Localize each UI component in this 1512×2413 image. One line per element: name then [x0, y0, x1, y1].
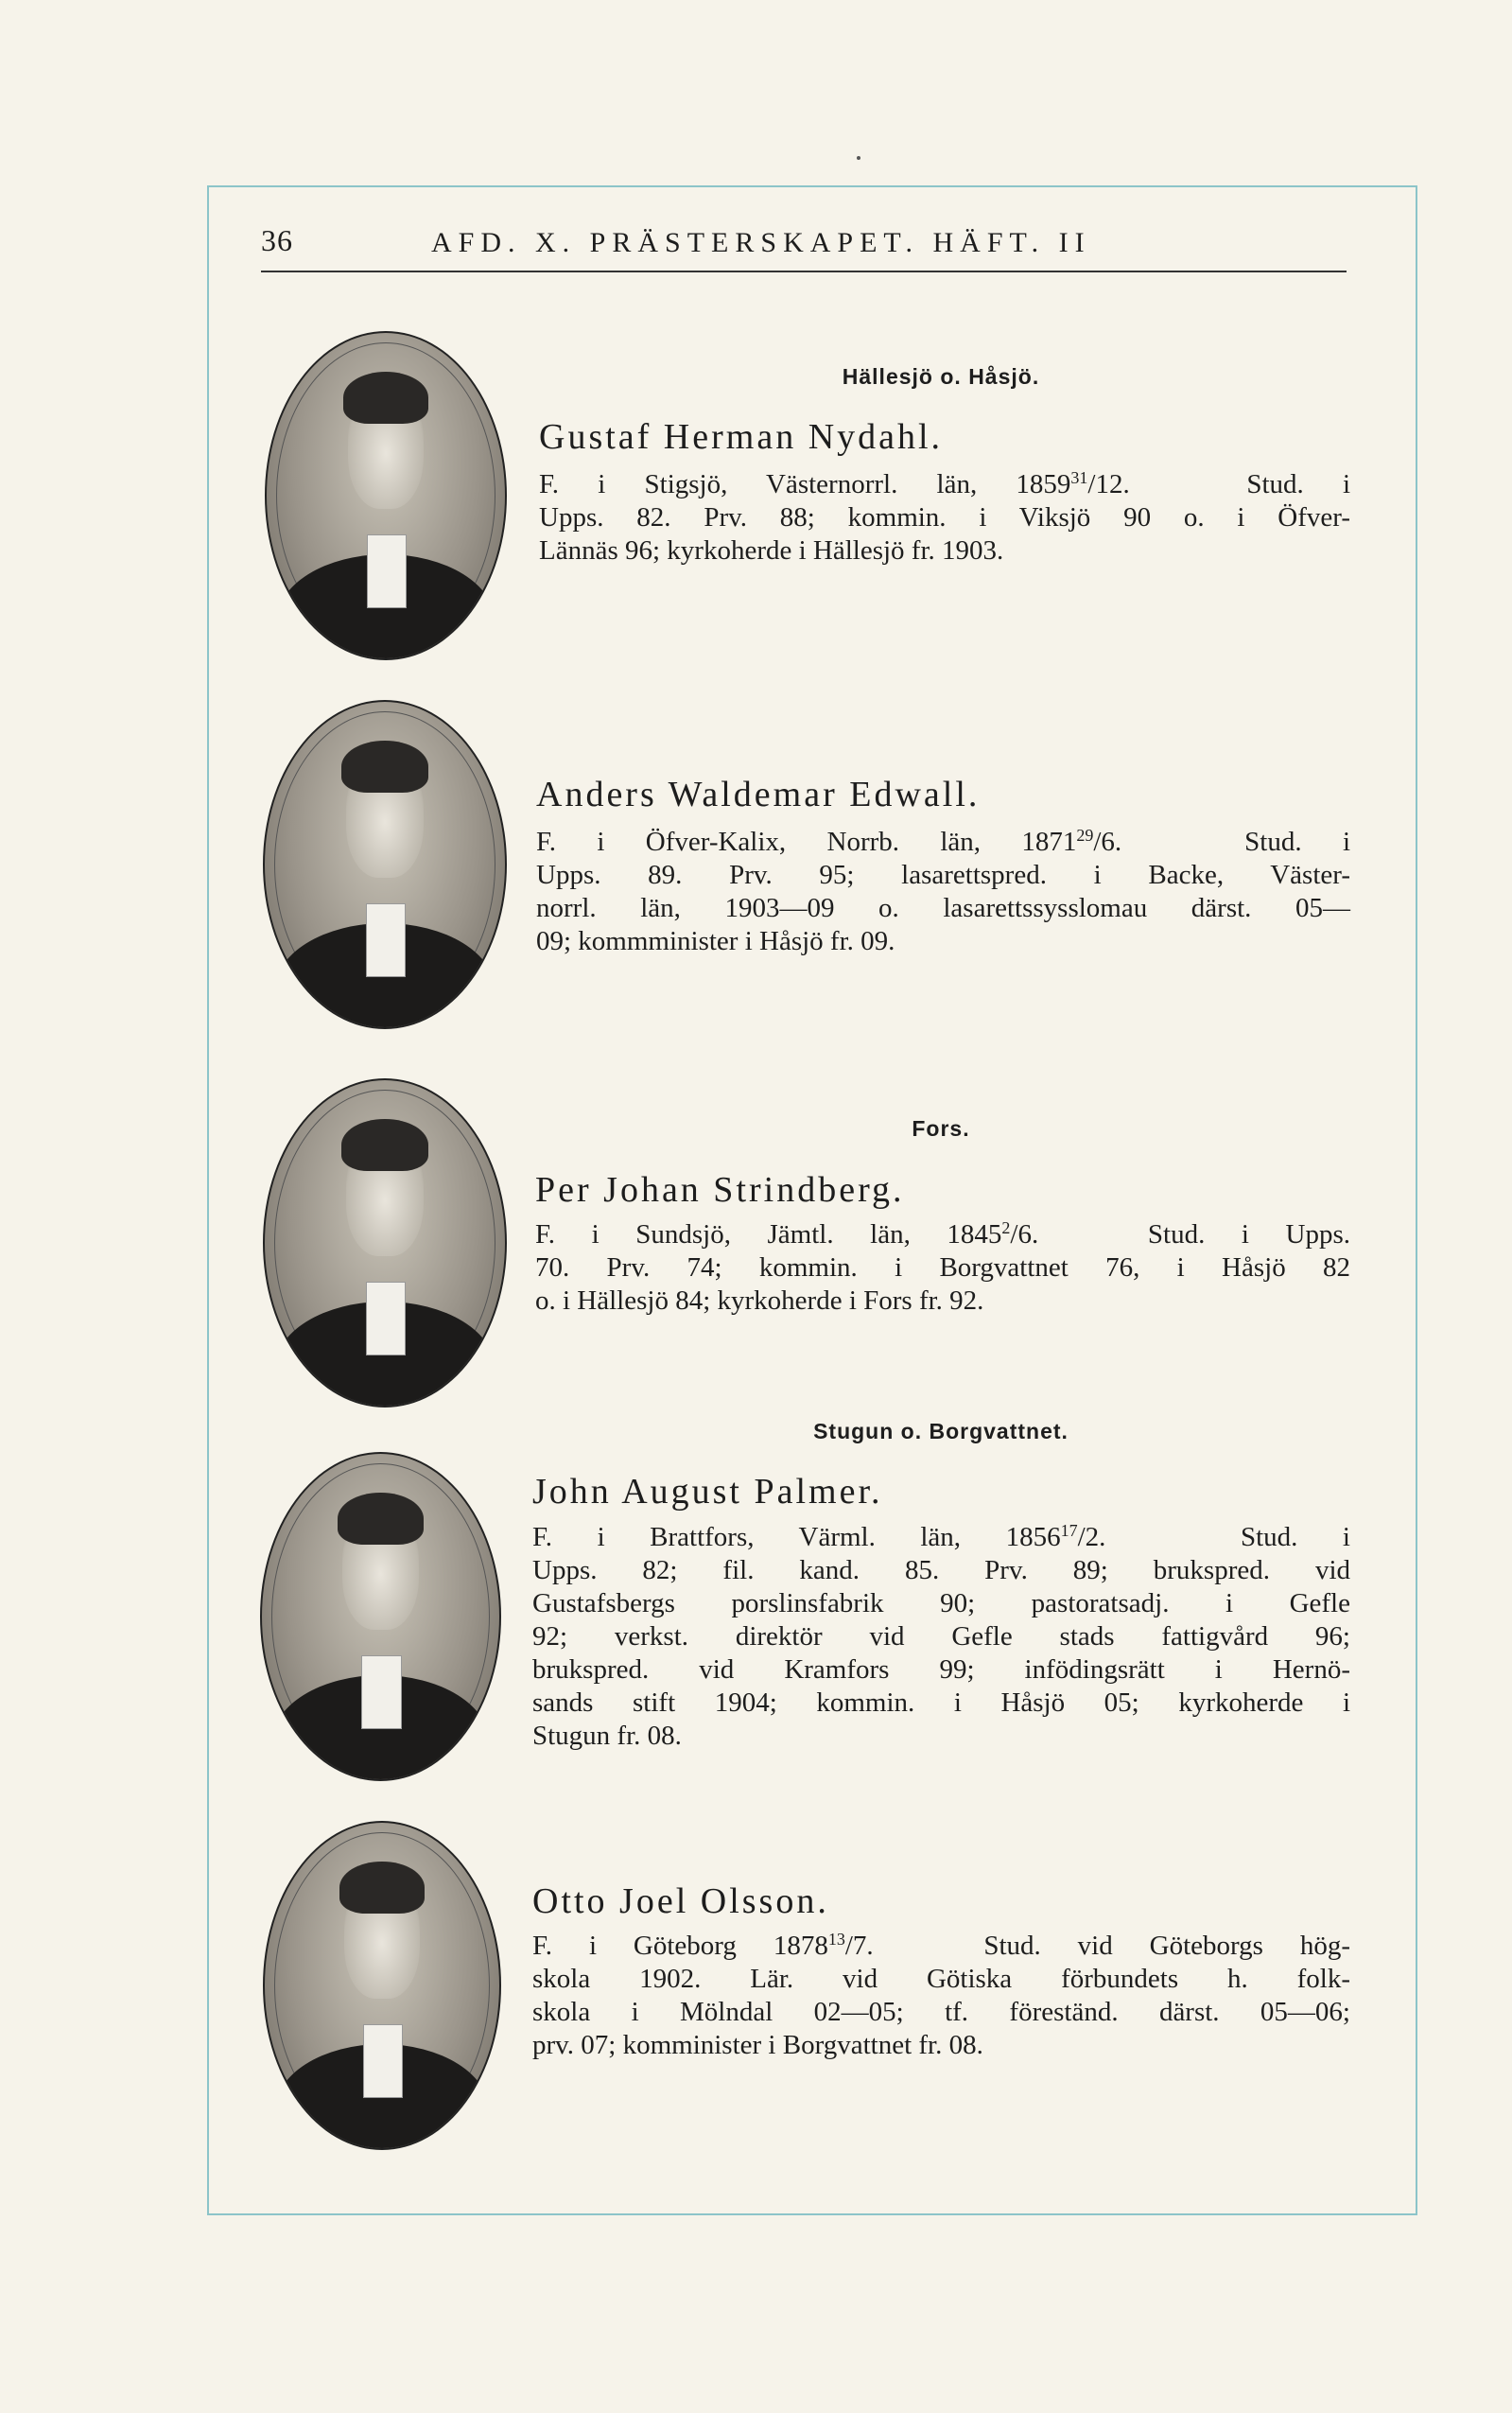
person-name: Anders Waldemar Edwall.	[536, 775, 981, 814]
parish-heading: Fors.	[912, 1116, 970, 1141]
person-name: Per Johan Strindberg.	[535, 1170, 905, 1210]
running-head	[261, 223, 1347, 272]
biography: F. i Brattfors, Värml. län, 1856$^{17}$/2. Stud. i Upps. 82; fil. kand. 85. Prv. 89; brukspred. vid Gustafsbergs porslinsfabrik 90; pastoratsadj. i Gefle 92; verkst. direktör vid Gefle stads fattigvård 96; brukspred. vid Kramfors 99; infödingsrätt i Hernö- sands stift 1904; kommin. i Håsjö 05; kyrkoherde i Stugun fr. 08.	[532, 1521, 1350, 1751]
biography: F. i Göteborg 1878$^{13}$/7. Stud. vid Göteborgs hög- skola 1902. Lär. vid Götiska förbundets h. folk- skola i Mölndal 02—05; tf. föreständ. därst. 05—06; prv. 07; komminister i Borgvattnet fr. 08.	[532, 1930, 1350, 2060]
paper-speck	[857, 156, 860, 160]
portrait-olsson	[263, 1821, 501, 2150]
person-name: Gustaf Herman Nydahl.	[539, 417, 944, 457]
parish-heading: Hällesjö o. Håsjö.	[842, 364, 1040, 389]
parish-heading: Stugun o. Borgvattnet.	[813, 1419, 1069, 1443]
biography: F. i Sundsjö, Jämtl. län, 1845$^2$/6. Stud. i Upps. 70. Prv. 74; kommin. i Borgvattnet 76, i Håsjö 82 o. i Hällesjö 84; kyrkoherde i Fors fr. 92.	[535, 1218, 1350, 1316]
portrait-nydahl	[265, 331, 507, 660]
person-name: John August Palmer.	[532, 1472, 883, 1512]
portrait-edwall	[263, 700, 507, 1029]
running-title: AFD. X. PRÄSTERSKAPET. HÄFT. II	[431, 227, 1091, 258]
page-number: 36	[261, 223, 293, 257]
person-name: Otto Joel Olsson.	[532, 1881, 829, 1921]
portrait-palmer	[260, 1452, 501, 1781]
portrait-strindberg	[263, 1078, 507, 1408]
biography: F. i Stigsjö, Västernorrl. län, 1859$^{31}$/12. Stud. i Upps. 82. Prv. 88; kommin. i Viksjö 90 o. i Öfver- Lännäs 96; kyrkoherde i Hällesjö fr. 1903.	[539, 468, 1351, 566]
biography: F. i Öfver-Kalix, Norrb. län, 1871$^{29}$/6. Stud. i Upps. 89. Prv. 95; lasarettspred. i Backe, Väster- norrl. län, 1903—09 o. lasarettssysslomau därst. 05— 09; kommminister i Håsjö fr. 09.	[536, 826, 1350, 956]
